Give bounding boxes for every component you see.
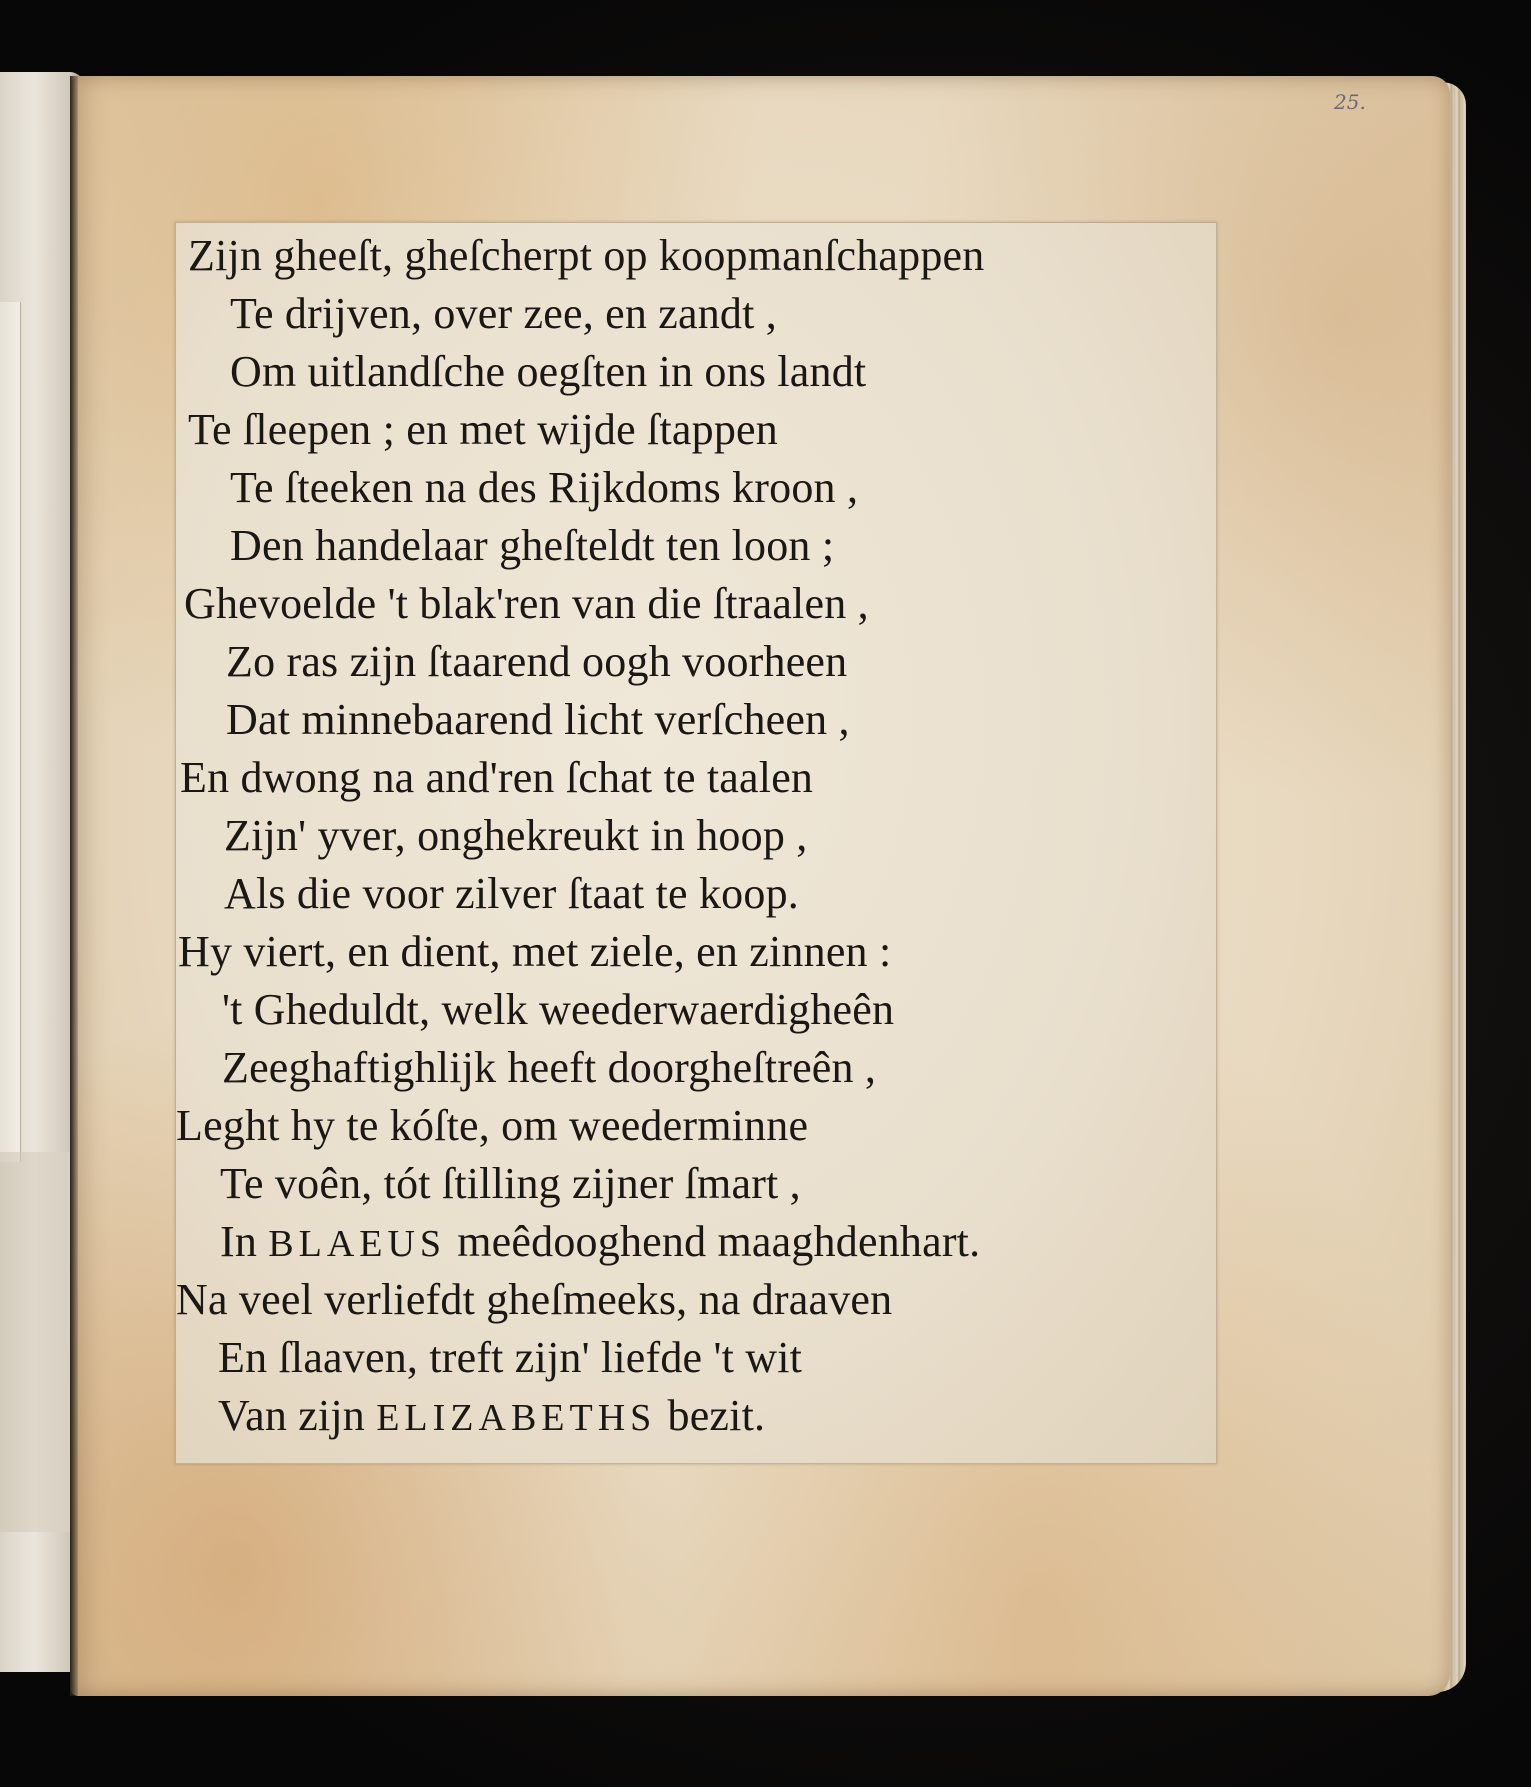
poem-line-13: Hy viert, en dient, met ziele, en zinnen : [178, 927, 892, 976]
poem-line-19: Na veel verliefdt gheſmeeks, na draaven [176, 1275, 893, 1324]
poem-line-21-end: bezit. [656, 1391, 766, 1440]
poem-line-10: En dwong na and'ren ſchat te taalen [180, 753, 814, 802]
poem-line-3: Om uitlandſche oegſten in ons landt [230, 347, 867, 396]
poem-line-18-end: meêdooghend maaghdenhart. [446, 1217, 981, 1266]
name-elizabeths: ELIZABETHS [376, 1397, 657, 1439]
poem [176, 223, 1216, 1463]
poem-line-15: Zeeghaftighlijk heeft doorgheſtreên , [222, 1043, 877, 1092]
poem-line-1: Zijn gheeſt, gheſcherpt op koopmanſchappen [188, 231, 985, 280]
pasted-text-slip [175, 222, 1217, 1464]
poem-line-21 [218, 1391, 765, 1443]
previous-page-stain [0, 1152, 72, 1532]
poem-line-12: Als die voor zilver ſtaat te koop. [224, 869, 799, 918]
poem-line-4: Te ſleepen ; en met wijde ſtappen [188, 405, 778, 454]
poem-line-8: Zo ras zijn ſtaarend oogh voorheen [226, 637, 848, 686]
poem-line-21-start: Van zijn [218, 1391, 377, 1440]
name-blaeus: BLAEUS [268, 1223, 447, 1265]
poem-line-9: Dat minnebaarend licht verſcheen , [226, 695, 850, 744]
poem-line-6: Den handelaar gheſteldt ten loon ; [230, 521, 835, 570]
poem-line-16: Leght hy te kóſte, om weederminne [176, 1101, 809, 1150]
poem-line-20: En ſlaaven, treft zijn' liefde 't wit [218, 1333, 803, 1382]
poem-line-18-start: In [220, 1217, 269, 1266]
book-gutter [70, 76, 78, 1696]
poem-line-14: 't Gheduldt, welk weederwaerdigheên [222, 985, 895, 1034]
page-number: 25. [1334, 90, 1366, 114]
poem-line-17: Te voên, tót ſtilling zijner ſmart , [220, 1159, 801, 1208]
poem-line-2: Te drijven, over zee, en zandt , [230, 289, 777, 338]
poem-line-11: Zijn' yver, onghekreukt in hoop , [224, 811, 808, 860]
previous-page-edge [0, 302, 21, 1162]
poem-line-7: Ghevoelde 't blak'ren van die ſtraalen , [184, 579, 869, 628]
book-page [70, 76, 1450, 1696]
poem-line-5: Te ſteeken na des Rijkdoms kroon , [230, 463, 859, 512]
poem-line-18 [220, 1217, 980, 1269]
